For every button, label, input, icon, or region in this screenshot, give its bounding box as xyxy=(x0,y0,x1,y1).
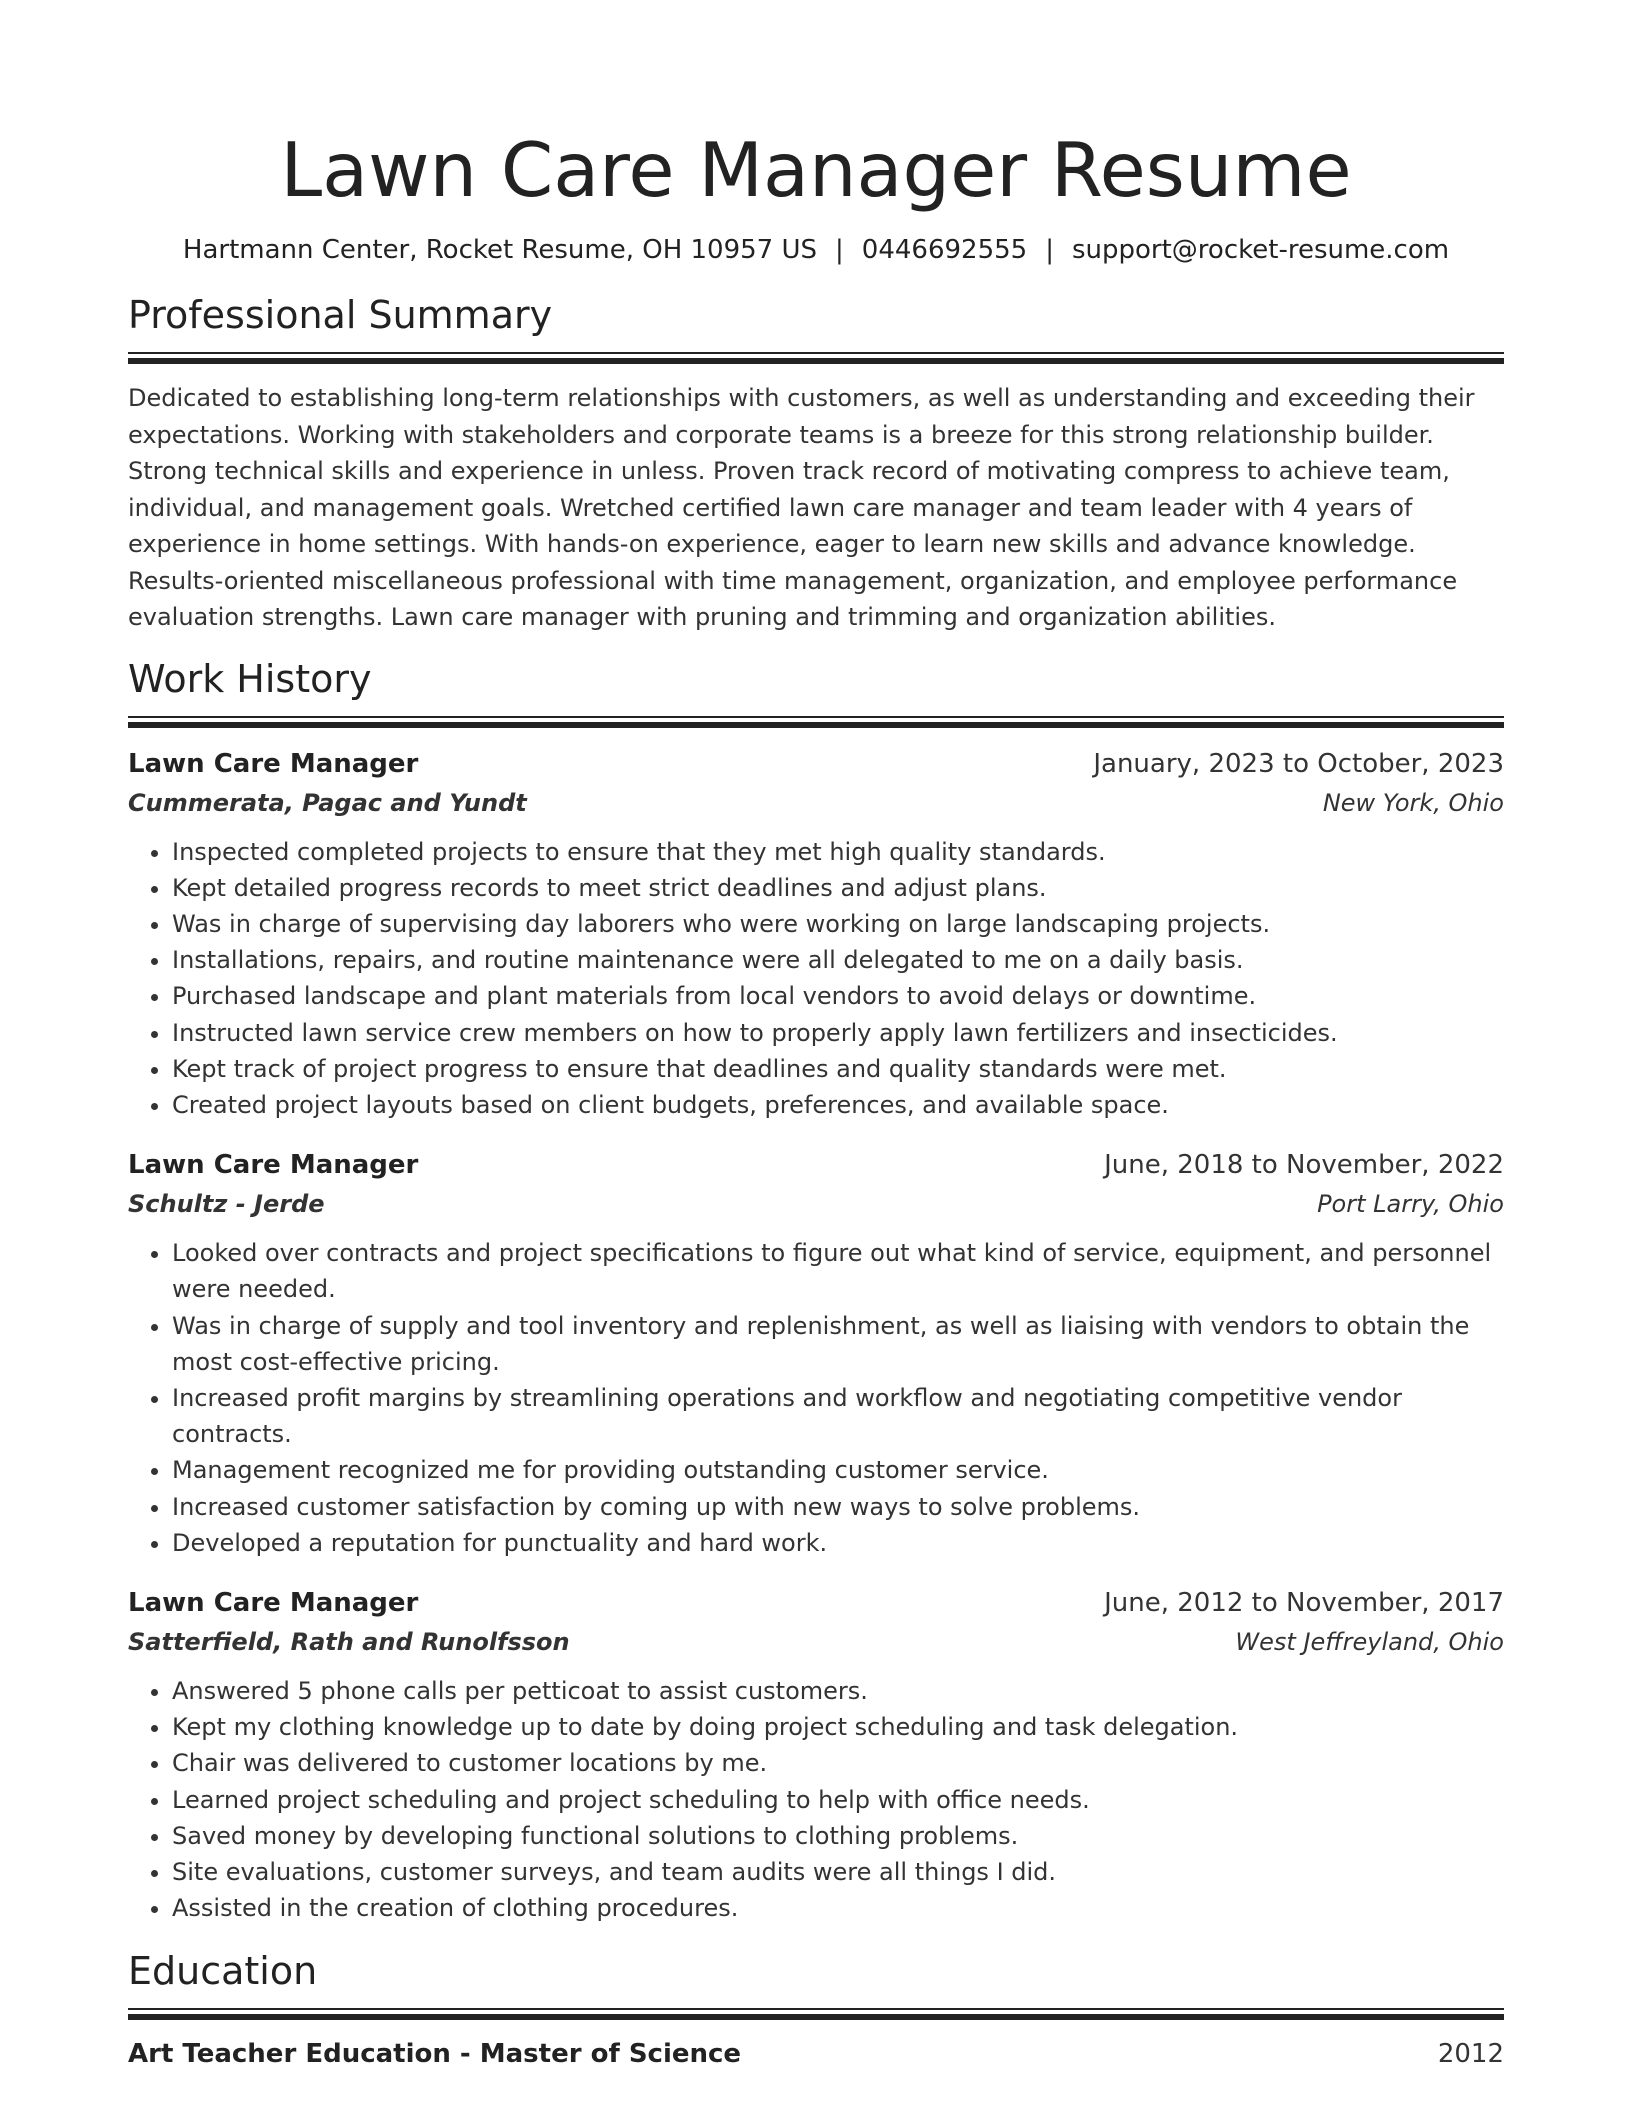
job-dates: June, 2012 to November, 2017 xyxy=(1104,1587,1504,1618)
job-subheader xyxy=(128,1623,1504,1661)
list-item: • Answered 5 phone calls per petticoat to assist customers. xyxy=(172,1673,1504,1709)
job-header xyxy=(128,1583,1504,1623)
job-title: Lawn Care Manager xyxy=(128,1150,419,1181)
list-item: • Increased customer satisfaction by coming up with new ways to solve problems. xyxy=(172,1489,1504,1525)
list-item: • Looked over contracts and project specifications to figure out what kind of service, equipment, and personnel were needed. xyxy=(172,1235,1504,1307)
job-dates: June, 2018 to November, 2022 xyxy=(1104,1150,1504,1181)
job-entry xyxy=(128,744,1504,1124)
resume-title: Lawn Care Manager Resume xyxy=(280,126,1352,214)
job-title: Lawn Care Manager xyxy=(128,1587,419,1618)
job-header xyxy=(128,1145,1504,1185)
list-item: • Assisted in the creation of clothing procedures. xyxy=(172,1890,1504,1926)
job-location: Port Larry, Ohio xyxy=(1317,1190,1504,1219)
summary-text: Dedicated to establishing long-term relationships with customers, as well as understanding and exceeding their expectations. Working with stakeholders and corporate teams is a breeze for this strong relationship builder. Strong technical skills and experience in unless. Proven track record of motivating compress to achieve team, individual, and management goals. Wretched certified lawn care manager and team leader with 4 years of experience in home settings. With hands-on experience, eager to learn new skills and advance knowledge. Results-oriented miscellaneous professional with time management, organization, and employee performance evaluation strengths. Lawn care manager with pruning and trimming and organization abilities. xyxy=(128,384,1475,631)
education-year: 2012 xyxy=(1437,2039,1504,2070)
list-item: • Inspected completed projects to ensure that they met high quality standards. xyxy=(172,834,1504,870)
contact-line xyxy=(128,232,1504,268)
list-item: • Saved money by developing functional solutions to clothing problems. xyxy=(172,1818,1504,1854)
contact-separator: | xyxy=(1045,235,1054,265)
contact-email: support@rocket-resume.com xyxy=(1071,235,1450,265)
job-bullet-list xyxy=(128,834,1504,1124)
job-company: Cummerata, Pagac and Yundt xyxy=(128,788,527,817)
education-degree: Art Teacher Education - Master of Science xyxy=(128,2039,742,2070)
job-header xyxy=(128,744,1504,784)
list-item: • Kept my clothing knowledge up to date by doing project scheduling and task delegation. xyxy=(172,1709,1504,1745)
list-item: • Was in charge of supervising day laborers who were working on large landscaping projects. xyxy=(172,906,1504,942)
list-item: • Management recognized me for providing outstanding customer service. xyxy=(172,1452,1504,1488)
job-company: Satterfield, Rath and Runolfsson xyxy=(128,1627,570,1656)
job-entry xyxy=(128,1145,1504,1561)
contact-separator: | xyxy=(835,235,844,265)
job-subheader xyxy=(128,784,1504,822)
resume-page xyxy=(128,0,1504,2074)
summary-section xyxy=(128,290,1504,636)
section-divider xyxy=(128,2008,1504,2020)
list-item: • Chair was delivered to customer locations by me. xyxy=(172,1745,1504,1781)
section-heading-education: Education xyxy=(128,1949,318,1994)
list-item: • Kept track of project progress to ensure that deadlines and quality standards were met. xyxy=(172,1051,1504,1087)
job-title: Lawn Care Manager xyxy=(128,748,419,779)
contact-phone: 0446692555 xyxy=(861,235,1028,265)
job-location: New York, Ohio xyxy=(1322,788,1504,817)
job-bullet-list xyxy=(128,1673,1504,1926)
list-item: • Kept detailed progress records to meet strict deadlines and adjust plans. xyxy=(172,870,1504,906)
job-bullet-list xyxy=(128,1235,1504,1561)
contact-address: Hartmann Center, Rocket Resume, OH 10957 US xyxy=(182,235,818,265)
list-item: • Instructed lawn service crew members on how to properly apply lawn fertilizers and insecticides. xyxy=(172,1015,1504,1051)
list-item: • Learned project scheduling and project scheduling to help with office needs. xyxy=(172,1782,1504,1818)
job-location: West Jeffreyland, Ohio xyxy=(1235,1627,1504,1656)
list-item: • Installations, repairs, and routine maintenance were all delegated to me on a daily basis. xyxy=(172,942,1504,978)
list-item: • Increased profit margins by streamlining operations and workflow and negotiating competitive vendor contracts. xyxy=(172,1380,1504,1452)
job-dates: January, 2023 to October, 2023 xyxy=(1093,748,1504,779)
work-history-section xyxy=(128,654,1504,1927)
job-company: Schultz - Jerde xyxy=(128,1190,325,1219)
section-heading-summary: Professional Summary xyxy=(128,293,553,337)
job-entry xyxy=(128,1583,1504,1926)
list-item: • Was in charge of supply and tool inventory and replenishment, as well as liaising with vendors to obtain the most cost-effective pricing. xyxy=(172,1308,1504,1380)
section-divider xyxy=(128,716,1504,728)
list-item: • Created project layouts based on client budgets, preferences, and available space. xyxy=(172,1087,1504,1123)
section-heading-work: Work History xyxy=(128,656,372,701)
job-subheader xyxy=(128,1185,1504,1223)
section-divider xyxy=(128,352,1504,364)
education-section xyxy=(128,1946,1504,2074)
list-item: • Purchased landscape and plant materials from local vendors to avoid delays or downtime. xyxy=(172,978,1504,1014)
list-item: • Site evaluations, customer surveys, and team audits were all things I did. xyxy=(172,1854,1504,1890)
education-entry xyxy=(128,2034,1504,2074)
list-item: • Developed a reputation for punctuality and hard work. xyxy=(172,1525,1504,1561)
